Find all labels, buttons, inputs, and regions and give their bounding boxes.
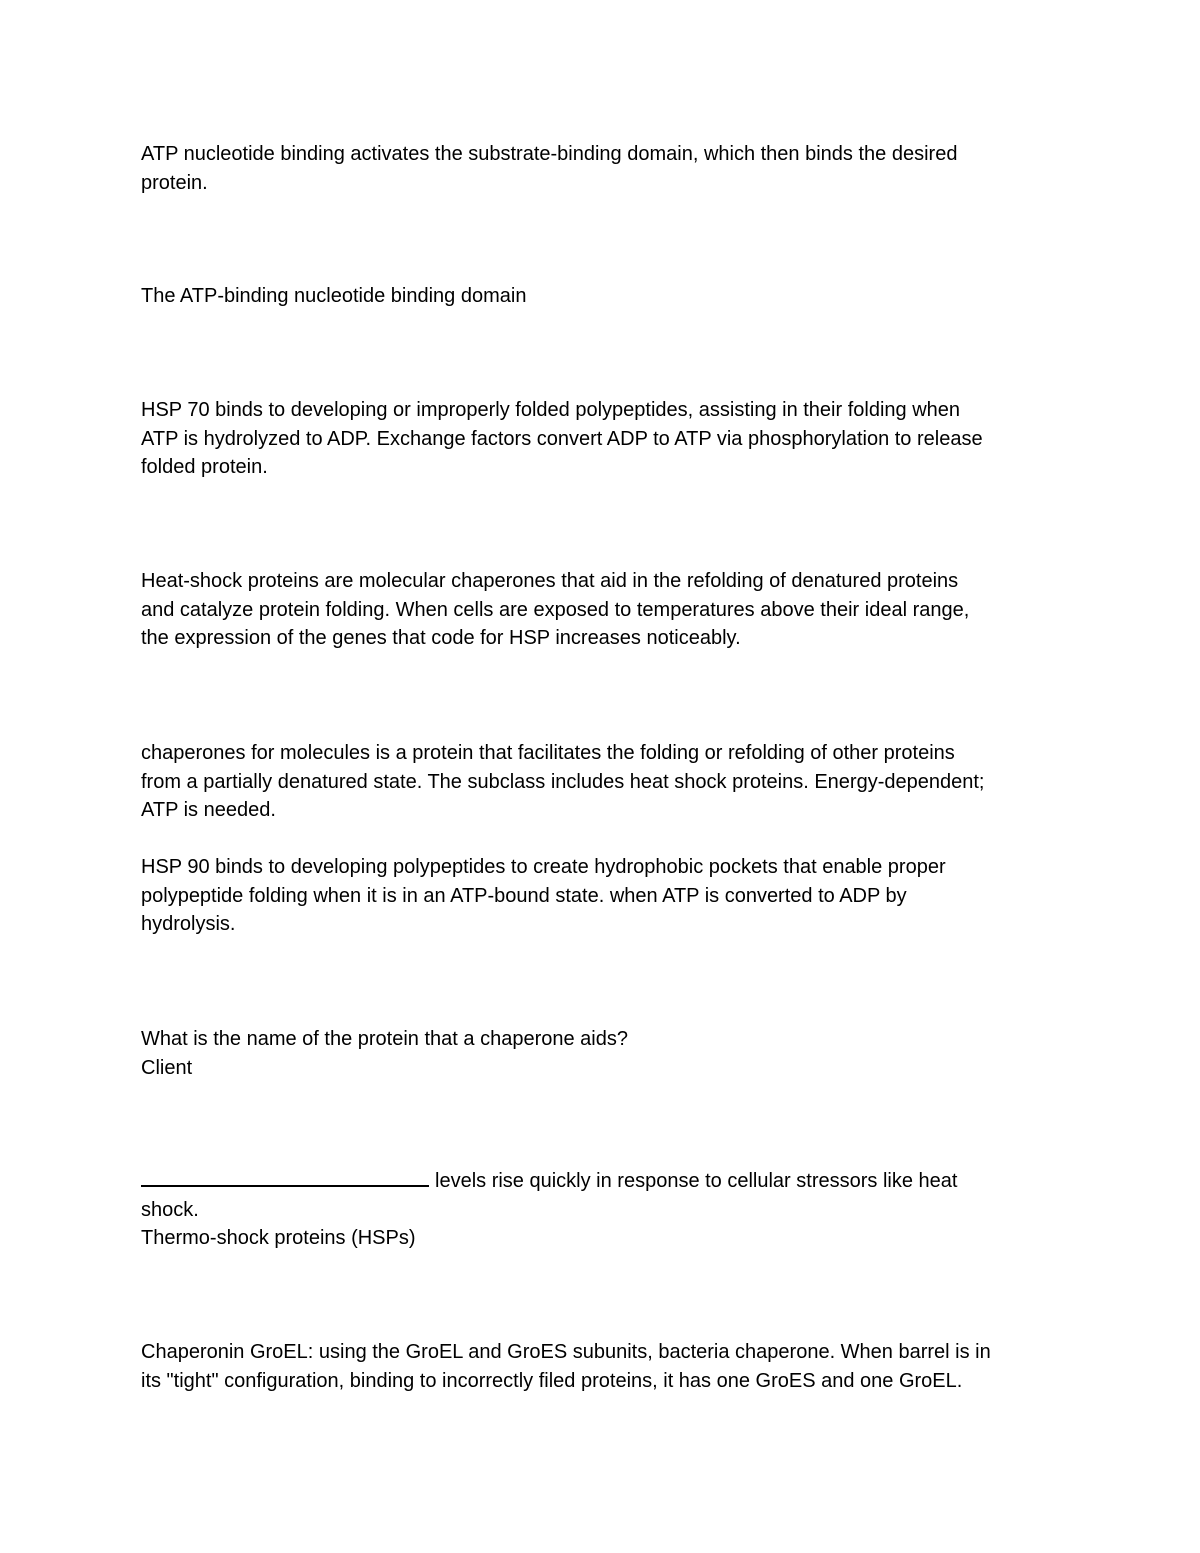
paragraph-atp-binding	[141, 140, 1071, 197]
paragraph-hsp70	[141, 396, 1071, 482]
text-line: chaperones for molecules is a protein that facilitates the folding or refolding of other proteins	[141, 742, 955, 764]
paragraph-chaperones	[141, 739, 1071, 825]
fill-in-blank	[141, 1169, 429, 1187]
text-line: protein.	[141, 171, 208, 194]
text-line: shock.	[141, 1198, 199, 1221]
text-line: Heat-shock proteins are molecular chaperones that aid in the refolding of denatured proteins	[141, 570, 959, 592]
text-line: its "tight" configuration, binding to incorrectly filed proteins, it has one GroES and one GroEL.	[141, 1369, 963, 1392]
text-line: HSP 90 binds to developing polypeptides to create hydrophobic pockets that enable proper	[141, 856, 946, 878]
paragraph-client-question	[141, 1025, 1071, 1082]
text-line: from a partially denatured state. The subclass includes heat shock proteins. Energy-dependent;	[141, 770, 985, 793]
paragraph-fill-in-blank	[141, 1167, 1071, 1253]
text-line: Chaperonin GroEL: using the GroEL and GroES subunits, bacteria chaperone. When barrel is in	[141, 1341, 991, 1363]
paragraph-hsp90	[141, 853, 1071, 939]
answer-text: Thermo-shock proteins (HSPs)	[141, 1227, 416, 1250]
text-line: the expression of the genes that code for HSP increases noticeably.	[141, 627, 741, 650]
text-line: folded protein.	[141, 456, 268, 479]
text-line: HSP 70 binds to developing or improperly folded polypeptides, assisting in their folding when	[141, 399, 961, 421]
text-line	[141, 1167, 1071, 1196]
paragraph-nucleotide-domain	[141, 282, 1071, 311]
text-line: and catalyze protein folding. When cells are exposed to temperatures above their ideal range,	[141, 598, 970, 621]
text-line: polypeptide folding when it is in an ATP-bound state. when ATP is converted to ADP by	[141, 884, 907, 907]
text-line: ATP is hydrolyzed to ADP. Exchange factors convert ADP to ATP via phosphorylation to release	[141, 427, 983, 450]
paragraph-groel	[141, 1338, 1071, 1395]
text-line: hydrolysis.	[141, 913, 236, 936]
text-line: ATP nucleotide binding activates the substrate-binding domain, which then binds the desired	[141, 143, 958, 165]
text-line: The ATP-binding nucleotide binding domain	[141, 285, 527, 307]
text-line: ATP is needed.	[141, 799, 276, 822]
question-text: levels rise quickly in response to cellular stressors like heat	[435, 1170, 958, 1192]
answer-text: Client	[141, 1056, 193, 1079]
paragraph-heat-shock	[141, 567, 1071, 653]
question-text: What is the name of the protein that a chaperone aids?	[141, 1028, 628, 1050]
